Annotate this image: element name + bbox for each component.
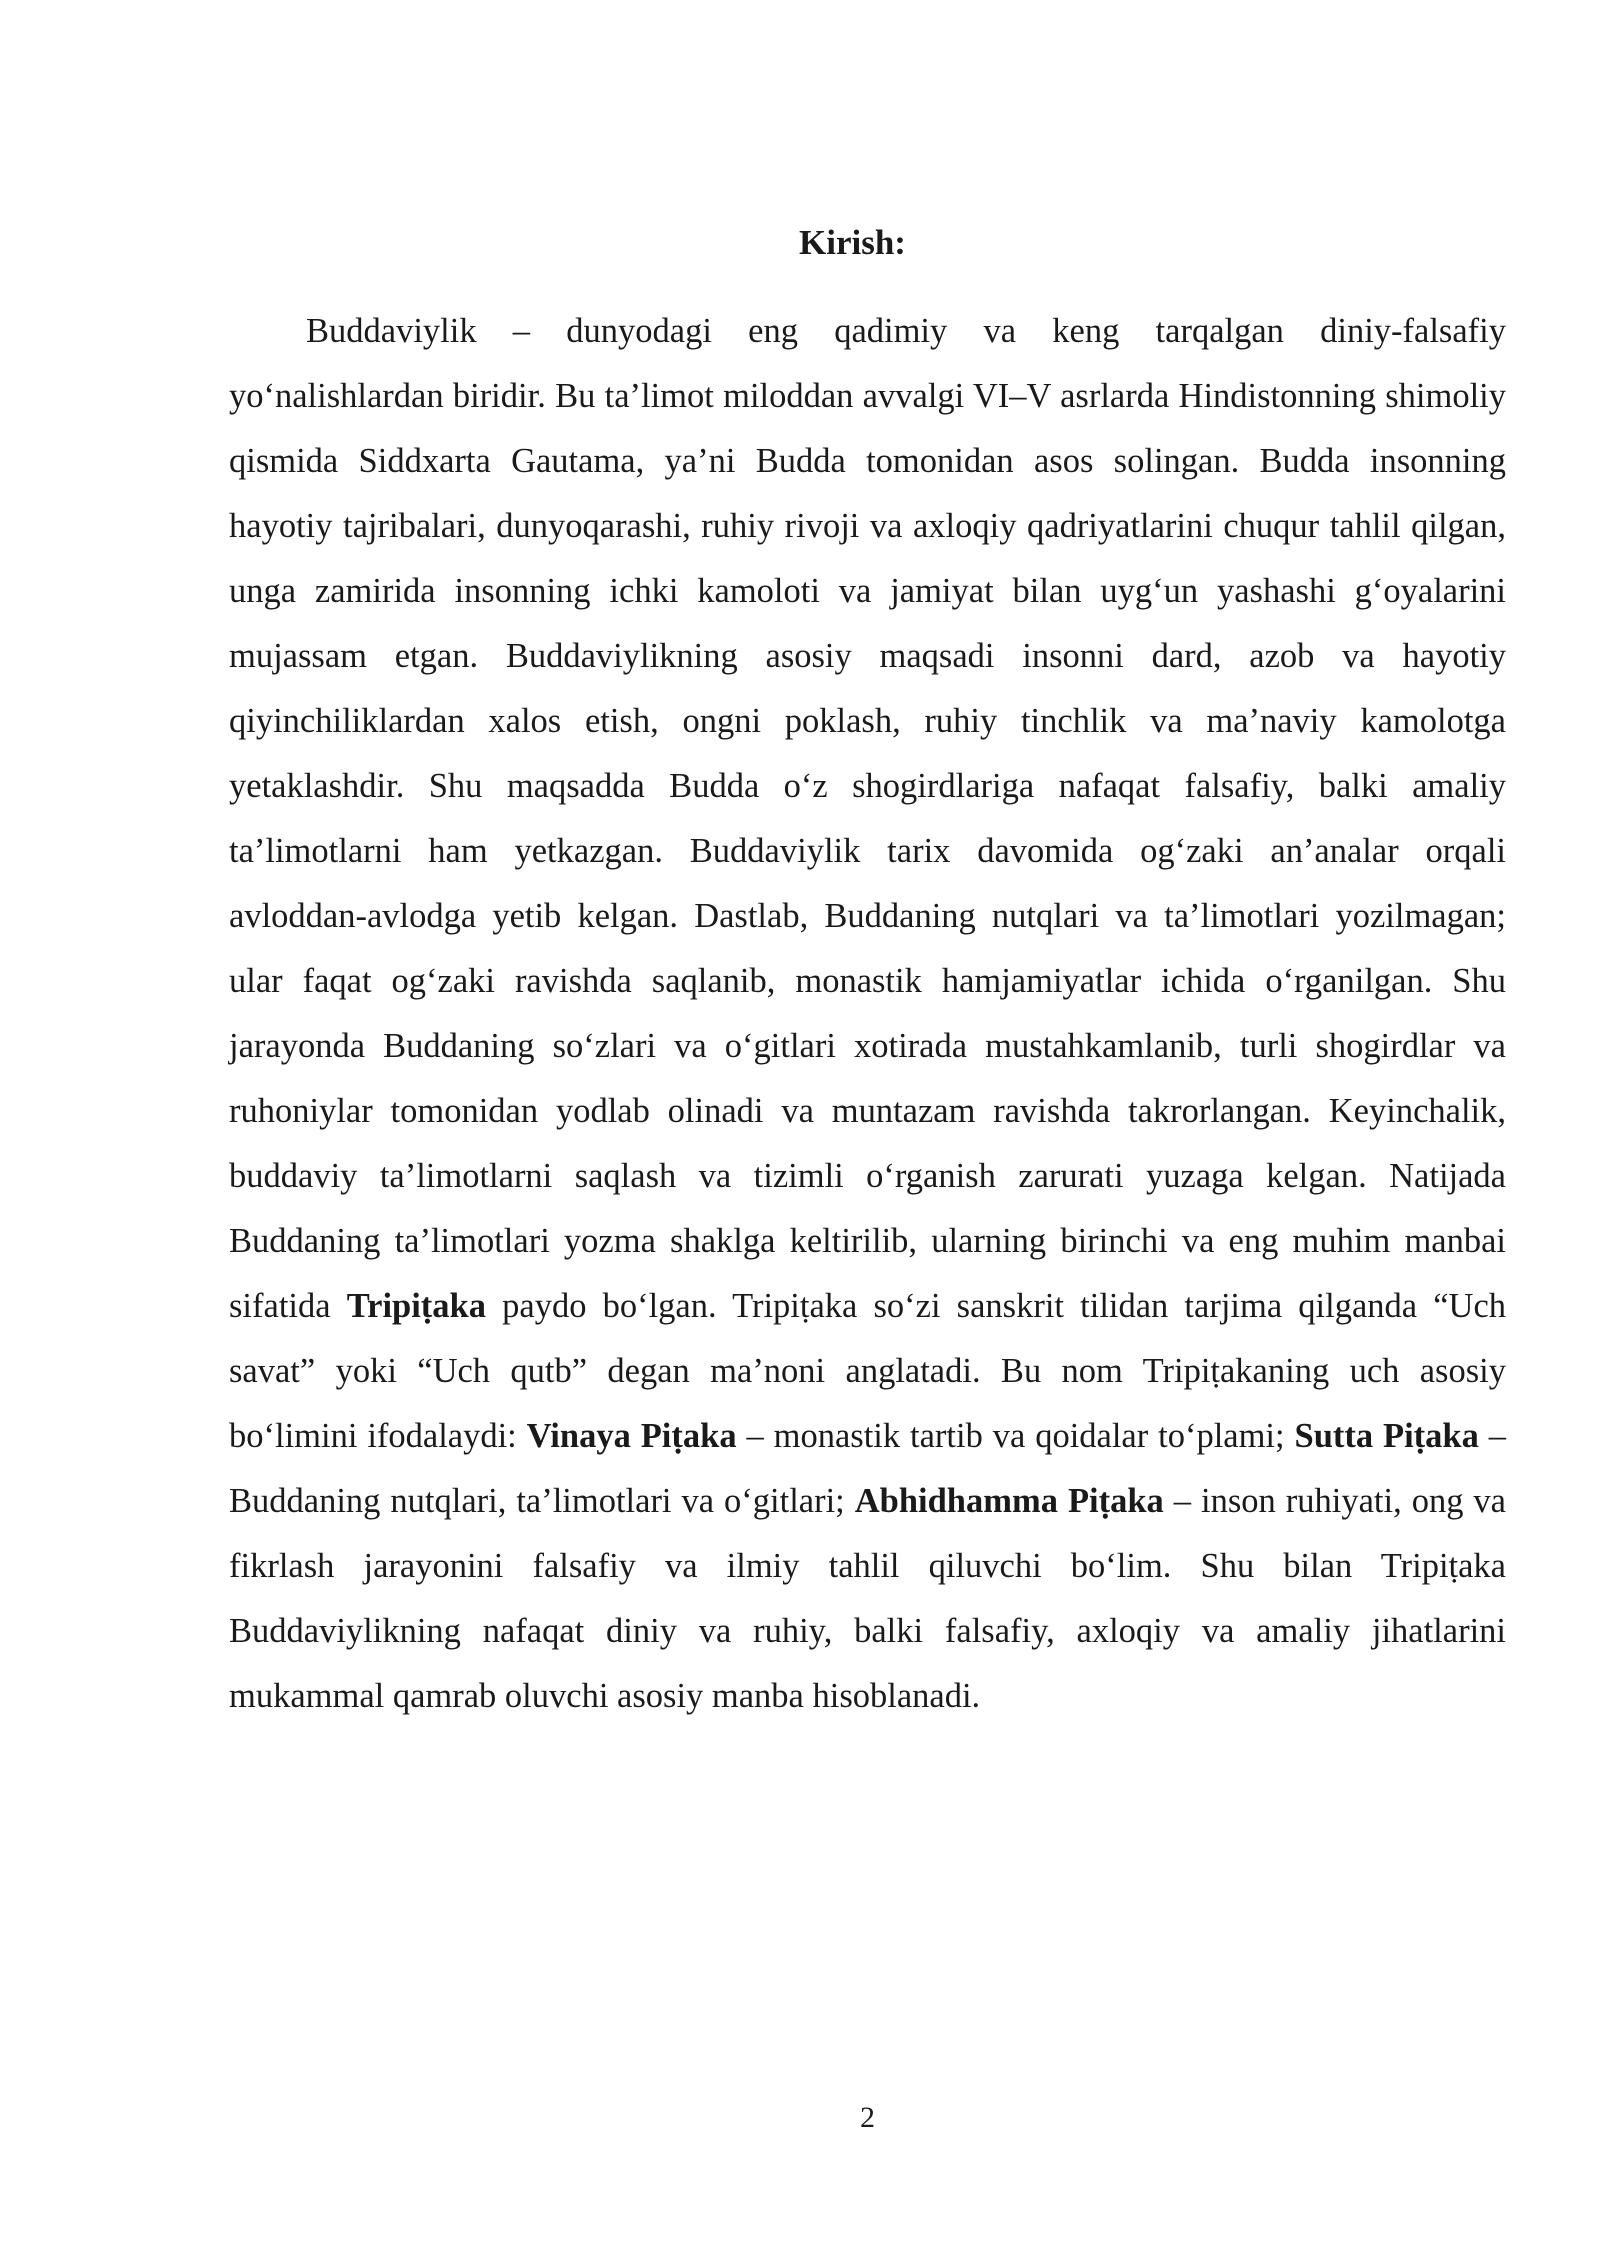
text-run: Buddaviylik – dunyodagi eng qadimiy va keng tarqalgan diniy-falsafiy yoʻnalishlardan biridir. Bu ta’limot miloddan avvalgi VI–V asrlarda Hindistonning shimoliy qismida Siddxarta Gautama, ya’ni Budda tomonidan asos solingan. Budda insonning hayotiy tajribalari, dunyoqarashi, ruhiy rivoji va axloqiy qadriyatlarini chuqur tahlil qilgan, unga zamirida insonning ichki kamoloti va jamiyat bilan uygʻun yashashi gʻoyalarini mujassam etgan. Buddaviylikning asosiy maqsadi insonni dard, azob va hayotiy qiyinchiliklardan xalos etish, ongni poklash, ruhiy tinchlik va ma’naviy kamolotga yetaklashdir. Shu maqsadda Budda oʻz shogirdlariga nafaqat falsafiy, balki amaliy ta’limotlarni ham yetkazgan. Buddaviylik tarix davomida ogʻzaki an’analar orqali avloddan-avlodga yetib kelgan. Dastlab, Buddaning nutqlari va ta’limotlari yozilmagan; ular faqat ogʻzaki ravishda saqlanib, monastik hamjamiyatlar ichida oʻrganilgan. Shu jarayonda Buddaning soʻzlari va oʻgitlari xotirada mustahkamlanib, turli shogirdlar va ruhoniylar tomonidan yodlab olinadi va muntazam ravishda takrorlangan. Keyinchalik, buddaviy ta’limotlarni saqlash va tizimli oʻrganish zarurati yuzaga kelgan. Natijada Buddaning ta’limotlari yozma shaklga keltirilib, ularning birinchi va eng muhim manbai sifatida: [229, 312, 1506, 1325]
section-heading: Kirish:: [799, 223, 906, 262]
text-run: – Buddaning nutqlari, ta’limotlari va oʻgitlari;: [229, 1417, 1507, 1520]
bold-term-abhidhamma-pitaka: Abhidhamma Piṭaka: [854, 1482, 1164, 1520]
bold-term-tripitaka: Tripiṭaka: [346, 1287, 486, 1325]
bold-term-sutta-pitaka: Sutta Piṭaka: [1294, 1417, 1479, 1455]
bold-term-vinaya-pitaka: Vinaya Piṭaka: [526, 1417, 737, 1455]
body-paragraph: [229, 299, 1506, 1729]
text-run: paydo boʻlgan. Tripiṭaka soʻzi sanskrit tilidan tarjima qilganda “Uch savat” yoki “Uch qutb” degan ma’noni anglatadi. Bu nom Tripiṭakaning uch asosiy boʻlimini ifodalaydi:: [229, 1287, 1507, 1455]
text-run: – monastik tartib va qoidalar toʻplami;: [736, 1417, 1295, 1455]
page-number: 2: [860, 2101, 875, 2134]
text-run: – inson ruhiyati, ong va fikrlash jarayonini falsafiy va ilmiy tahlil qiluvchi boʻlim. Shu bilan Tripiṭaka Buddaviylikning nafaqat diniy va ruhiy, balki falsafiy, axloqiy va amaliy jihatlarini mukammal qamrab oluvchi asosiy manba hisoblanadi.: [229, 1482, 1506, 1715]
